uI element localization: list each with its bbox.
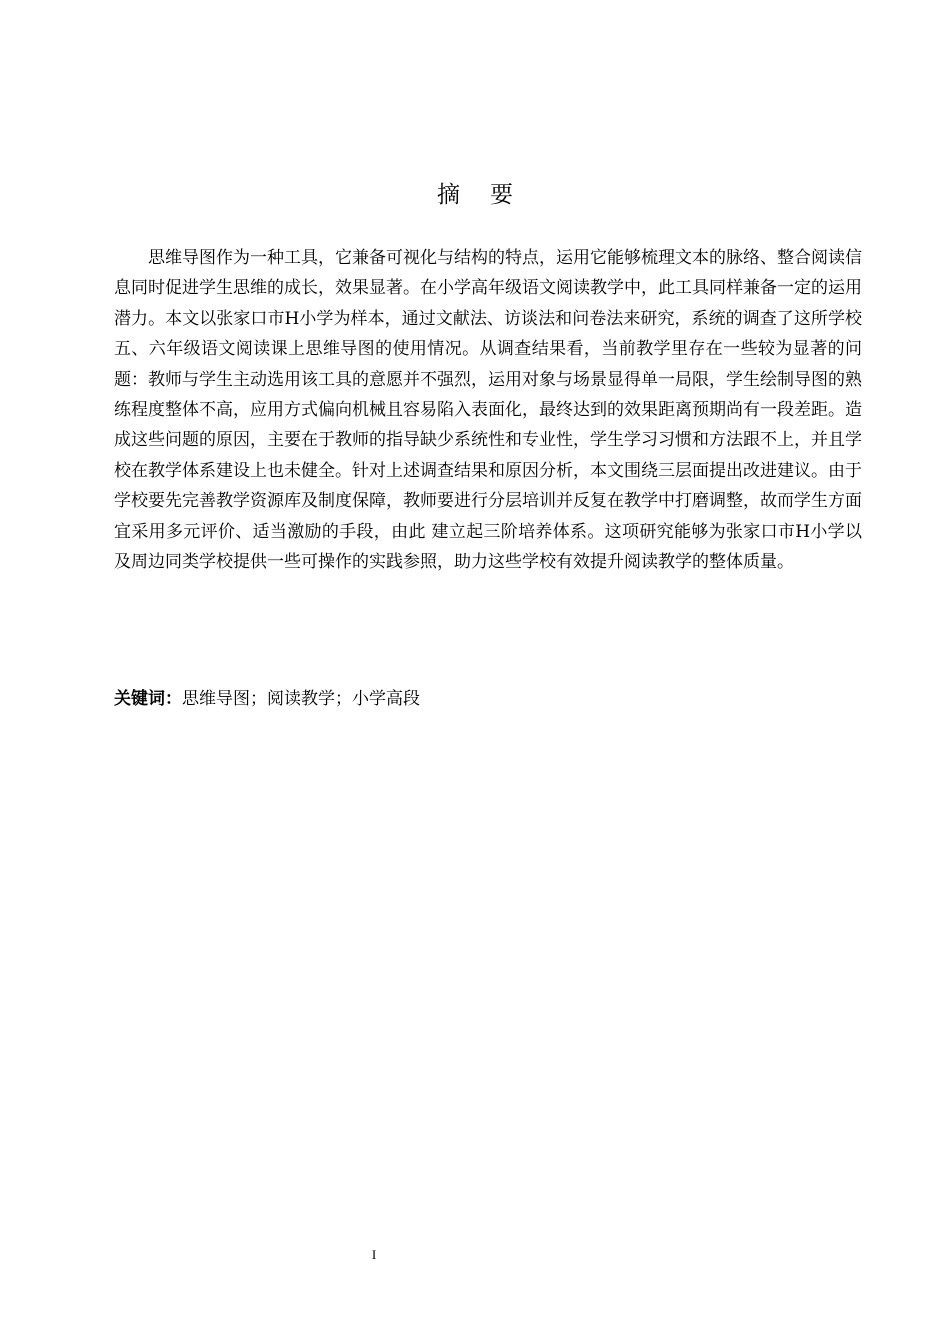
- page-number: I: [371, 1247, 377, 1262]
- keywords-text: 思维导图；阅读教学；小学高段: [182, 689, 420, 709]
- keywords-line: [114, 685, 862, 713]
- abstract-body: 思维导图作为一种工具，它兼备可视化与结构的特点，运用它能够梳理文本的脉络、整合阅读信息同时促进学生思维的成长，效果显著。在小学高年级语文阅读教学中，此工具同样兼备一定的运用潜力。本文以张家口市H小学为样本，通过文献法、访谈法和问卷法来研究，系统的调查了这所学校五、六年级语文阅读课上思维导图的使用情况。从调查结果看，当前教学里存在一些较为显著的问题：教师与学生主动选用该工具的意愿并不强烈，运用对象与场景显得单一局限，学生绘制导图的熟练程度整体不高，应用方式偏向机械且容易陷入表面化，最终达到的效果距离预期尚有一段差距。造成这些问题的原因，主要在于教师的指导缺少系统性和专业性，学生学习习惯和方法跟不上，并且学校在教学体系建设上也未健全。针对上述调查结果和原因分析，本文围绕三层面提出改进建议。由于学校要先完善教学资源库及制度保障，教师要进行分层培训并反复在教学中打磨调整，故而学生方面宜采用多元评价、适当激励的手段，由此 建立起三阶培养体系。这项研究能够为张家口市H小学以及周边同类学校提供一些可操作的实践参照，助力这些学校有效提升阅读教学的整体质量。: [114, 248, 862, 573]
- keywords-label: 关键词：: [114, 689, 182, 709]
- abstract-title: 摘要: [437, 182, 543, 208]
